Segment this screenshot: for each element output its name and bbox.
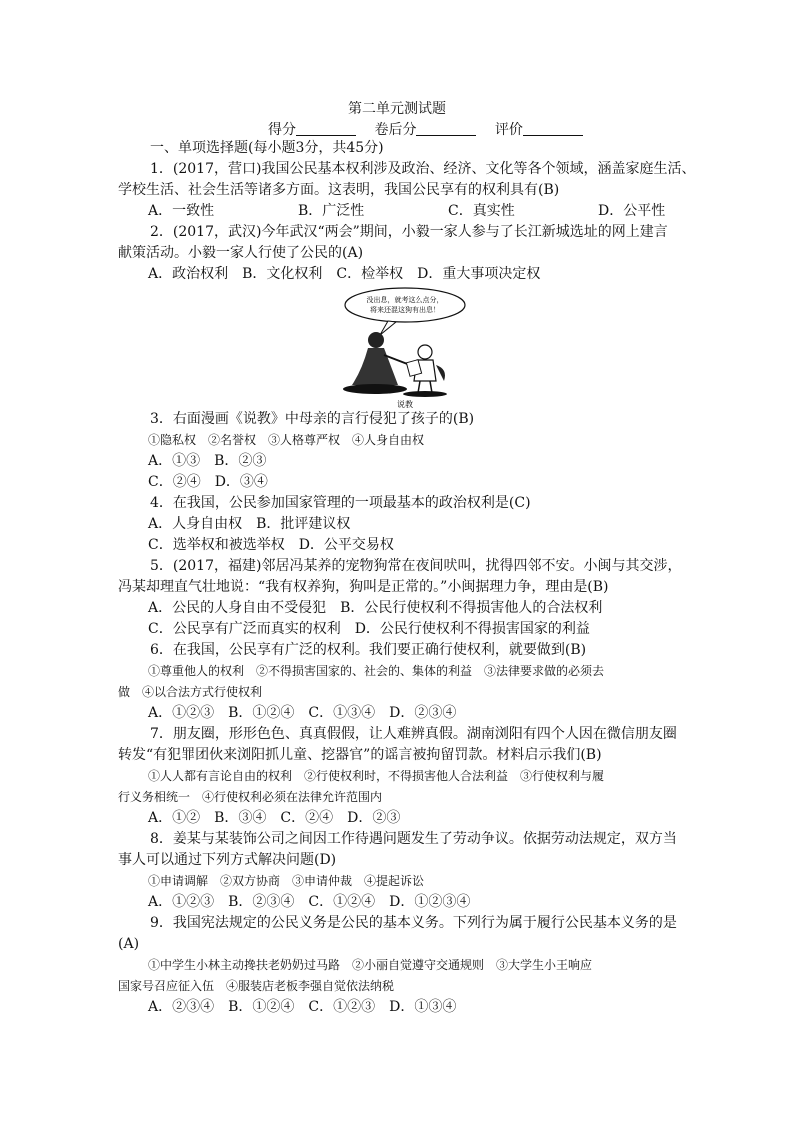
q7-items-line1: ①人人都有言论自由的权利 ②行使权利时，不得损害他人合法利益 ③行使权利与履: [148, 769, 605, 783]
section-heading: 一、单项选择题(每小题3分，共45分): [150, 140, 384, 156]
q5-options-ab: A．公民的人身自由不受侵犯 B．公民行使权利不得损害他人的合法权利: [148, 600, 603, 616]
q3-items: ①隐私权 ②名誉权 ③人格尊严权 ④人身自由权: [148, 433, 425, 447]
q9-options: A．②③④ B．①②④ C．①②③ D．①③④: [148, 999, 457, 1015]
q1-stem-line2: 学校生活、社会生活等诸多方面。这表明，我国公民享有的权利具有(B): [118, 182, 560, 198]
q1-option-d: D．公平性: [598, 203, 666, 219]
q6-items-line2: 做 ④以合法方式行使权利: [118, 685, 263, 699]
bubble-line1: 没出息，就考这么点分，: [366, 296, 444, 304]
score-label: 得分: [268, 122, 296, 138]
q8-options: A．①②③ B．②③④ C．①②④ D．①②③④: [148, 894, 471, 910]
roll-score-blank: [416, 121, 476, 136]
q2-stem-line2: 献策活动。小毅一家人行使了公民的(A): [118, 245, 364, 261]
cartoon-illustration: [340, 285, 470, 410]
q4-stem: 4．在我国，公民参加国家管理的一项最基本的政治权利是(C): [150, 495, 531, 511]
q9-items-line2: 国家号召应征入伍 ④服装店老板李强自觉依法纳税: [118, 979, 395, 993]
q7-stem-line2: 转发“有犯罪团伙来浏阳抓儿童、挖器官”的谣言被拘留罚款。材料启示我们(B): [118, 747, 602, 763]
q7-stem-line1: 7．朋友圈，形形色色、真真假假，让人难辨真假。湖南浏阳有四个人因在微信朋友圈: [150, 726, 677, 742]
q1-option-c: C．真实性: [448, 203, 515, 219]
q6-options: A．①②③ B．①②④ C．①③④ D．②③④: [148, 705, 457, 721]
q7-items-line2: 行义务相统一 ④行使权利必须在法律允许范围内: [118, 790, 383, 804]
q9-stem-line2: (A): [118, 936, 140, 952]
q8-stem-line2: 事人可以通过下列方式解决问题(D): [118, 852, 337, 868]
score-blank: [296, 121, 356, 136]
q3-options-ab: A．①③ B．②③: [148, 453, 267, 469]
q5-stem-line2: 冯某却理直气壮地说：“我有权养狗，狗叫是正常的。”小闽据理力争，理由是(B): [118, 579, 609, 595]
q7-options: A．①② B．③④ C．②④ D．②③: [148, 810, 401, 826]
q1-option-a: A．一致性: [148, 203, 215, 219]
cartoon-lecture: [340, 285, 470, 410]
q9-items-line1: ①中学生小林主动搀扶老奶奶过马路 ②小丽自觉遵守交通规则 ③大学生小王响应: [148, 958, 593, 972]
page-title: 第二单元测试题: [348, 101, 446, 117]
q3-options-cd: C．②④ D．③④: [148, 474, 268, 490]
q4-options-ab: A．人身自由权 B．批评建议权: [148, 516, 351, 532]
q3-stem: 3．右面漫画《说教》中母亲的言行侵犯了孩子的(B): [150, 411, 475, 427]
q1-stem-line1: 1．(2017，营口)我国公民基本权利涉及政治、经济、文化等各个领域，涵盖家庭生活、: [150, 161, 696, 177]
bubble-line2: 将来还混这狗有出息！: [370, 306, 440, 314]
evaluation-blank: [523, 121, 583, 136]
q2-options: A．政治权利 B．文化权利 C．检举权 D．重大事项决定权: [148, 266, 541, 282]
q6-stem: 6．在我国，公民享有广泛的权利。我们要正确行使权利，就要做到(B): [150, 642, 587, 658]
q5-stem-line1: 5．(2017，福建)邻居冯某养的宠物狗常在夜间吠叫，扰得四邻不安。小闽与其交涉，: [150, 558, 682, 574]
score-fields: [268, 119, 597, 139]
q2-stem-line1: 2．(2017，武汉)今年武汉“两会”期间，小毅一家人参与了长江新城选址的网上建言: [150, 224, 668, 240]
q9-stem-line1: 9．我国宪法规定的公民义务是公民的基本义务。下列行为属于履行公民基本义务的是: [150, 915, 677, 931]
q5-options-cd: C．公民享有广泛而真实的权利 D．公民行使权利不得损害国家的利益: [148, 621, 590, 637]
q8-stem-line1: 8．姜某与某装饰公司之间因工作待遇问题发生了劳动争议。依据劳动法规定，双方当: [150, 831, 677, 847]
q4-options-cd: C．选举权和被选举权 D．公平交易权: [148, 537, 394, 553]
q6-items-line1: ①尊重他人的权利 ②不得损害国家的、社会的、集体的利益 ③法律要求做的必须去: [148, 664, 605, 678]
evaluation-label: 评价: [494, 122, 523, 138]
q8-items: ①申请调解 ②双方协商 ③申请仲裁 ④提起诉讼: [148, 874, 425, 888]
cartoon-caption: 说教: [397, 400, 413, 409]
roll-score-label: 卷后分: [374, 122, 417, 138]
q1-option-b: B．广泛性: [298, 203, 365, 219]
